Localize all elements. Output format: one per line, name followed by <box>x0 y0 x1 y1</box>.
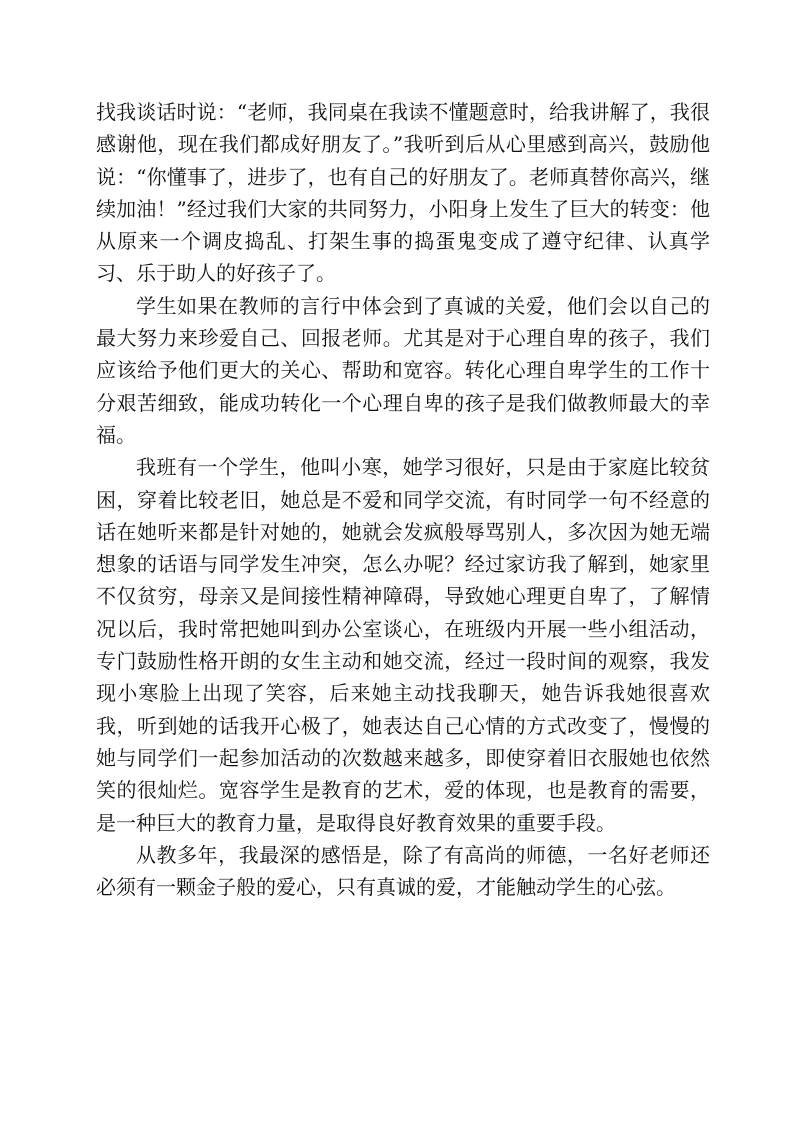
paragraph-4: 从教多年，我最深的感悟是，除了有高尚的师德，一名好老师还必须有一颗金子般的爱心，只有真诚的爱，才能触动学生的心弦。 <box>96 842 710 900</box>
paragraph-3: 我班有一个学生，他叫小寒，她学习很好，只是由于家庭比较贫困，穿着比较老旧，她总是不爱和同学交流，有时同学一句不经意的话在她听来都是针对她的，她就会发疯般辱骂别人，多次因为她无端想象的话语与同学发生冲突，怎么办呢？经过家访我了解到，她家里不仅贫穷，母亲又是间接性精神障碍，导致她心理更自卑了，了解情况以后，我时常把她叫到办公室谈心，在班级内开展一些小组活动，专门鼓励性格开朗的女生主动和她交流，经过一段时间的观察，我发现小寒脸上出现了笑容，后来她主动找我聊天，她告诉我她很喜欢我，听到她的话我开心极了，她表达自己心情的方式改变了，慢慢的她与同学们一起参加活动的次数越来越多，即使穿着旧衣服她也依然笑的很灿烂。宽容学生是教育的艺术，爱的体现，也是教育的需要，是一种巨大的教育力量，是取得良好教育效果的重要手段。 <box>96 455 710 835</box>
document-page <box>96 96 710 903</box>
paragraph-1: 找我谈话时说：“老师，我同桌在我读不懂题意时，给我讲解了，我很感谢他，现在我们都成好朋友了。”我听到后从心里感到高兴，鼓励他说：“你懂事了，进步了，也有自己的好朋友了。老师真替你高兴，继续加油！”经过我们大家的共同努力，小阳身上发生了巨大的转变：他从原来一个调皮捣乱、打架生事的捣蛋鬼变成了遵守纪律、认真学习、乐于助人的好孩子了。 <box>96 100 710 286</box>
paragraph-2: 学生如果在教师的言行中体会到了真诚的关爱，他们会以自己的最大努力来珍爱自己、回报老师。尤其是对于心理自卑的孩子，我们应该给予他们更大的关心、帮助和宽容。转化心理自卑学生的工作十分艰苦细致，能成功转化一个心理自卑的孩子是我们做教师最大的幸福。 <box>96 293 710 447</box>
